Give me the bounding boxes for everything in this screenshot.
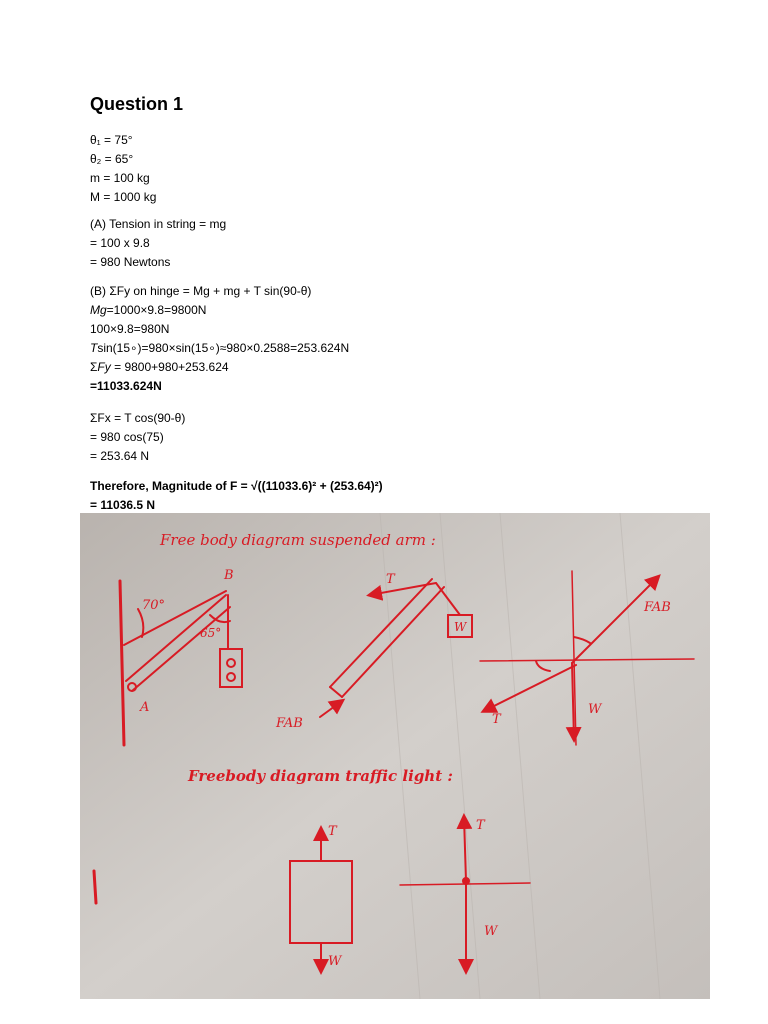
label-t-right: T <box>492 712 501 727</box>
part-a-line: = 980 Newtons <box>90 255 171 269</box>
part-fx-block <box>90 409 185 466</box>
var-T: T <box>90 341 98 355</box>
label-tension: T <box>386 572 395 587</box>
photo-background <box>80 513 710 999</box>
part-a-line: (A) Tension in string = mg <box>90 217 227 231</box>
fx-line: = 253.64 N <box>90 449 150 463</box>
label-w-right: W <box>588 702 602 717</box>
question-title: Question 1 <box>90 94 184 114</box>
label-mass-box: W <box>454 620 467 634</box>
part-b-line: 100×9.8=980N <box>90 322 170 336</box>
origin-dot <box>463 878 469 884</box>
givens-block <box>90 131 156 207</box>
label-fab-mid: FAB <box>276 716 303 731</box>
part-b-line <box>90 358 349 377</box>
part-a-block <box>90 215 226 272</box>
part-b-line <box>90 301 349 320</box>
free-body-diagram-photo <box>80 513 710 999</box>
part-b-text: = 9800+980+253.624 <box>110 360 229 374</box>
part-b-result: =11033.624N <box>90 379 162 393</box>
fx-line: ΣFx = T cos(90-θ) <box>90 411 186 425</box>
given-M: M = 1000 kg <box>90 190 157 204</box>
given-theta1: θ₁ = 75° <box>90 133 133 147</box>
label-t-box: T <box>328 824 337 839</box>
given-theta2: θ₂ = 65° <box>90 152 134 166</box>
label-point-a: A <box>140 700 150 715</box>
part-b-block <box>90 282 349 396</box>
label-point-b: B <box>224 568 234 583</box>
label-angle-top: 70° <box>142 598 166 613</box>
label-w-box: W <box>328 954 342 969</box>
part-a-line: = 100 x 9.8 <box>90 236 150 250</box>
stray-mark <box>94 871 96 903</box>
part-b-line: (B) ΣFy on hinge = Mg + mg + T sin(90-θ) <box>90 284 312 298</box>
given-m: m = 100 kg <box>90 171 150 185</box>
conclusion-block <box>90 477 383 515</box>
part-b-line <box>90 339 349 358</box>
label-angle-side: 65° <box>200 626 222 640</box>
var-Mg: Mg <box>90 303 107 317</box>
heading-bottom: Freebody diagram traffic light : <box>188 767 453 785</box>
heading-top: Free body diagram suspended arm : <box>160 531 436 549</box>
conclusion-line: Therefore, Magnitude of F = √((11033.6)² + (253.64)²) <box>90 479 383 493</box>
part-b-text: =1000×9.8=9800N <box>106 303 207 317</box>
fx-line: = 980 cos(75) <box>90 430 164 444</box>
var-Fy: Fy <box>97 360 111 374</box>
label-w-axis: W <box>484 924 498 939</box>
label-t-axis: T <box>476 818 485 833</box>
conclusion-result: = 11036.5 N <box>90 498 156 512</box>
sigma-symbol: Σ <box>90 360 98 374</box>
label-fab-right: FAB <box>644 600 671 615</box>
free-body-diagram-sketch <box>80 513 710 999</box>
part-b-text: sin(15∘)=980×sin(15∘)≈980×0.2588=253.624N <box>97 341 350 355</box>
